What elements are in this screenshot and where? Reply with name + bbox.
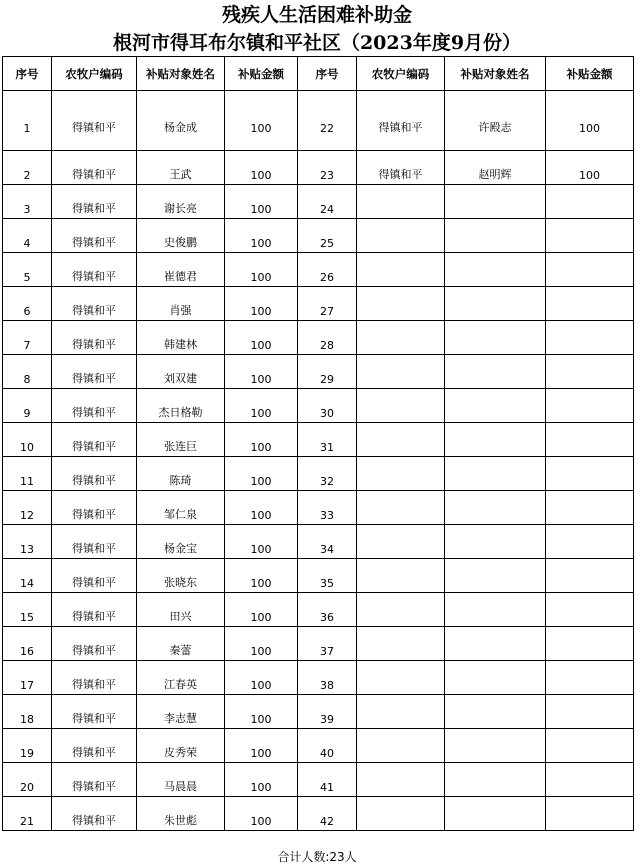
amount-cell: 100	[225, 797, 298, 831]
amount-cell	[546, 423, 634, 457]
table-row	[3, 491, 634, 525]
household-code-cell: 得镇和平	[52, 253, 137, 287]
household-code-cell: 得镇和平	[52, 763, 137, 797]
serial-cell: 31	[298, 423, 357, 457]
household-code-cell	[357, 729, 445, 763]
amount-cell: 100	[225, 763, 298, 797]
table-row	[3, 729, 634, 763]
serial-cell: 19	[3, 729, 52, 763]
household-code-cell: 得镇和平	[52, 219, 137, 253]
recipient-name-cell: 秦蕾	[137, 627, 225, 661]
recipient-name-cell	[445, 525, 546, 559]
serial-cell: 29	[298, 355, 357, 389]
recipient-name-cell: 许殿志	[445, 91, 546, 151]
table-row	[3, 593, 634, 627]
amount-cell: 100	[225, 219, 298, 253]
serial-cell: 22	[298, 91, 357, 151]
recipient-name-cell	[445, 321, 546, 355]
table-row	[3, 287, 634, 321]
serial-cell: 20	[3, 763, 52, 797]
recipient-name-cell: 皮秀荣	[137, 729, 225, 763]
recipient-name-cell	[445, 797, 546, 831]
household-code-cell: 得镇和平	[52, 661, 137, 695]
household-code-cell: 得镇和平	[52, 355, 137, 389]
amount-cell	[546, 287, 634, 321]
serial-cell: 5	[3, 253, 52, 287]
amount-cell: 100	[225, 253, 298, 287]
recipient-name-cell: 田兴	[137, 593, 225, 627]
table-row	[3, 185, 634, 219]
serial-cell: 34	[298, 525, 357, 559]
header-amount: 补贴金额	[546, 57, 634, 91]
table-row	[3, 661, 634, 695]
amount-cell	[546, 389, 634, 423]
table-row	[3, 423, 634, 457]
recipient-name-cell	[445, 423, 546, 457]
household-code-cell	[357, 423, 445, 457]
serial-cell: 10	[3, 423, 52, 457]
amount-cell: 100	[225, 525, 298, 559]
header-household-code: 农牧户编码	[52, 57, 137, 91]
recipient-name-cell	[445, 491, 546, 525]
recipient-name-cell: 马晨晨	[137, 763, 225, 797]
serial-cell: 37	[298, 627, 357, 661]
household-code-cell: 得镇和平	[52, 627, 137, 661]
amount-cell: 100	[225, 287, 298, 321]
serial-cell: 1	[3, 91, 52, 151]
amount-cell: 100	[225, 729, 298, 763]
amount-cell: 100	[225, 457, 298, 491]
table-row	[3, 763, 634, 797]
amount-cell: 100	[225, 389, 298, 423]
household-code-cell	[357, 253, 445, 287]
serial-cell: 35	[298, 559, 357, 593]
amount-cell	[546, 729, 634, 763]
serial-cell: 3	[3, 185, 52, 219]
household-code-cell	[357, 219, 445, 253]
serial-cell: 16	[3, 627, 52, 661]
header-serial: 序号	[3, 57, 52, 91]
recipient-name-cell	[445, 355, 546, 389]
serial-cell: 36	[298, 593, 357, 627]
recipient-name-cell	[445, 389, 546, 423]
recipient-name-cell: 杰日格勒	[137, 389, 225, 423]
household-code-cell	[357, 457, 445, 491]
household-code-cell	[357, 627, 445, 661]
recipient-name-cell: 杨金成	[137, 91, 225, 151]
table-row	[3, 219, 634, 253]
serial-cell: 8	[3, 355, 52, 389]
amount-cell: 100	[225, 593, 298, 627]
table-row	[3, 695, 634, 729]
serial-cell: 30	[298, 389, 357, 423]
serial-cell: 26	[298, 253, 357, 287]
amount-cell	[546, 457, 634, 491]
recipient-name-cell	[445, 661, 546, 695]
household-code-cell	[357, 559, 445, 593]
table-row	[3, 321, 634, 355]
serial-cell: 41	[298, 763, 357, 797]
amount-cell	[546, 763, 634, 797]
document-title: 残疾人生活困难补助金	[221, 4, 412, 26]
table-row	[3, 151, 634, 185]
household-code-cell	[357, 491, 445, 525]
household-code-cell: 得镇和平	[52, 423, 137, 457]
serial-cell: 15	[3, 593, 52, 627]
serial-cell: 2	[3, 151, 52, 185]
recipient-name-cell: 邹仁泉	[137, 491, 225, 525]
recipient-name-cell: 刘双建	[137, 355, 225, 389]
serial-cell: 11	[3, 457, 52, 491]
serial-cell: 39	[298, 695, 357, 729]
serial-cell: 38	[298, 661, 357, 695]
household-code-cell: 得镇和平	[357, 91, 445, 151]
subsidy-table	[2, 56, 634, 831]
table-row	[3, 457, 634, 491]
household-code-cell	[357, 661, 445, 695]
household-code-cell: 得镇和平	[52, 91, 137, 151]
recipient-name-cell	[445, 287, 546, 321]
recipient-name-cell: 江春英	[137, 661, 225, 695]
table-row	[3, 253, 634, 287]
serial-cell: 13	[3, 525, 52, 559]
amount-cell: 100	[225, 423, 298, 457]
table-row	[3, 525, 634, 559]
table-row	[3, 797, 634, 831]
amount-cell: 100	[225, 695, 298, 729]
serial-cell: 28	[298, 321, 357, 355]
header-recipient-name: 补贴对象姓名	[137, 57, 225, 91]
serial-cell: 14	[3, 559, 52, 593]
serial-cell: 32	[298, 457, 357, 491]
amount-cell	[546, 797, 634, 831]
serial-cell: 6	[3, 287, 52, 321]
serial-cell: 25	[298, 219, 357, 253]
household-code-cell	[357, 287, 445, 321]
total-count: 合计人数:23人	[277, 850, 357, 864]
household-code-cell	[357, 797, 445, 831]
amount-cell: 100	[225, 627, 298, 661]
household-code-cell: 得镇和平	[52, 389, 137, 423]
recipient-name-cell: 肖强	[137, 287, 225, 321]
household-code-cell	[357, 185, 445, 219]
household-code-cell: 得镇和平	[52, 593, 137, 627]
recipient-name-cell	[445, 457, 546, 491]
serial-cell: 27	[298, 287, 357, 321]
amount-cell	[546, 661, 634, 695]
household-code-cell: 得镇和平	[52, 457, 137, 491]
amount-cell: 100	[546, 151, 634, 185]
recipient-name-cell: 史俊鹏	[137, 219, 225, 253]
header-household-code: 农牧户编码	[357, 57, 445, 91]
household-code-cell	[357, 321, 445, 355]
amount-cell: 100	[225, 355, 298, 389]
serial-cell: 9	[3, 389, 52, 423]
recipient-name-cell: 张连巨	[137, 423, 225, 457]
serial-cell: 18	[3, 695, 52, 729]
household-code-cell: 得镇和平	[52, 491, 137, 525]
recipient-name-cell: 李志慧	[137, 695, 225, 729]
recipient-name-cell	[445, 695, 546, 729]
recipient-name-cell: 张晓东	[137, 559, 225, 593]
amount-cell: 100	[225, 661, 298, 695]
household-code-cell: 得镇和平	[52, 729, 137, 763]
serial-cell: 21	[3, 797, 52, 831]
amount-cell: 100	[225, 151, 298, 185]
amount-cell: 100	[225, 185, 298, 219]
household-code-cell	[357, 355, 445, 389]
table-row	[3, 91, 634, 151]
amount-cell	[546, 219, 634, 253]
amount-cell	[546, 695, 634, 729]
household-code-cell: 得镇和平	[52, 185, 137, 219]
amount-cell	[546, 491, 634, 525]
table-header-row	[3, 57, 634, 91]
amount-cell	[546, 525, 634, 559]
amount-cell: 100	[225, 559, 298, 593]
recipient-name-cell	[445, 593, 546, 627]
household-code-cell: 得镇和平	[52, 151, 137, 185]
household-code-cell: 得镇和平	[52, 559, 137, 593]
household-code-cell	[357, 525, 445, 559]
recipient-name-cell: 谢长亮	[137, 185, 225, 219]
table-row	[3, 627, 634, 661]
table-row	[3, 355, 634, 389]
household-code-cell: 得镇和平	[52, 287, 137, 321]
document-subtitle: 根河市得耳布尔镇和平社区（2023年度9月份）	[112, 32, 522, 54]
serial-cell: 23	[298, 151, 357, 185]
amount-cell: 100	[225, 321, 298, 355]
table-row	[3, 389, 634, 423]
household-code-cell	[357, 763, 445, 797]
amount-cell	[546, 559, 634, 593]
household-code-cell: 得镇和平	[52, 321, 137, 355]
recipient-name-cell	[445, 219, 546, 253]
household-code-cell	[357, 593, 445, 627]
header-recipient-name: 补贴对象姓名	[445, 57, 546, 91]
household-code-cell: 得镇和平	[52, 695, 137, 729]
amount-cell	[546, 321, 634, 355]
recipient-name-cell: 韩建林	[137, 321, 225, 355]
amount-cell: 100	[225, 491, 298, 525]
header-serial: 序号	[298, 57, 357, 91]
amount-cell	[546, 185, 634, 219]
recipient-name-cell: 杨金宝	[137, 525, 225, 559]
household-code-cell: 得镇和平	[52, 525, 137, 559]
household-code-cell: 得镇和平	[357, 151, 445, 185]
recipient-name-cell: 赵明辉	[445, 151, 546, 185]
recipient-name-cell	[445, 763, 546, 797]
serial-cell: 7	[3, 321, 52, 355]
table-row	[3, 559, 634, 593]
serial-cell: 33	[298, 491, 357, 525]
household-code-cell: 得镇和平	[52, 797, 137, 831]
recipient-name-cell: 朱世彪	[137, 797, 225, 831]
recipient-name-cell	[445, 253, 546, 287]
amount-cell: 100	[546, 91, 634, 151]
recipient-name-cell	[445, 729, 546, 763]
amount-cell	[546, 355, 634, 389]
recipient-name-cell: 王武	[137, 151, 225, 185]
recipient-name-cell: 崔德君	[137, 253, 225, 287]
amount-cell	[546, 253, 634, 287]
household-code-cell	[357, 389, 445, 423]
serial-cell: 12	[3, 491, 52, 525]
amount-cell: 100	[225, 91, 298, 151]
recipient-name-cell	[445, 559, 546, 593]
serial-cell: 24	[298, 185, 357, 219]
recipient-name-cell: 陈琦	[137, 457, 225, 491]
serial-cell: 40	[298, 729, 357, 763]
recipient-name-cell	[445, 185, 546, 219]
serial-cell: 4	[3, 219, 52, 253]
recipient-name-cell	[445, 627, 546, 661]
amount-cell	[546, 593, 634, 627]
serial-cell: 42	[298, 797, 357, 831]
amount-cell	[546, 627, 634, 661]
household-code-cell	[357, 695, 445, 729]
header-amount: 补贴金额	[225, 57, 298, 91]
serial-cell: 17	[3, 661, 52, 695]
